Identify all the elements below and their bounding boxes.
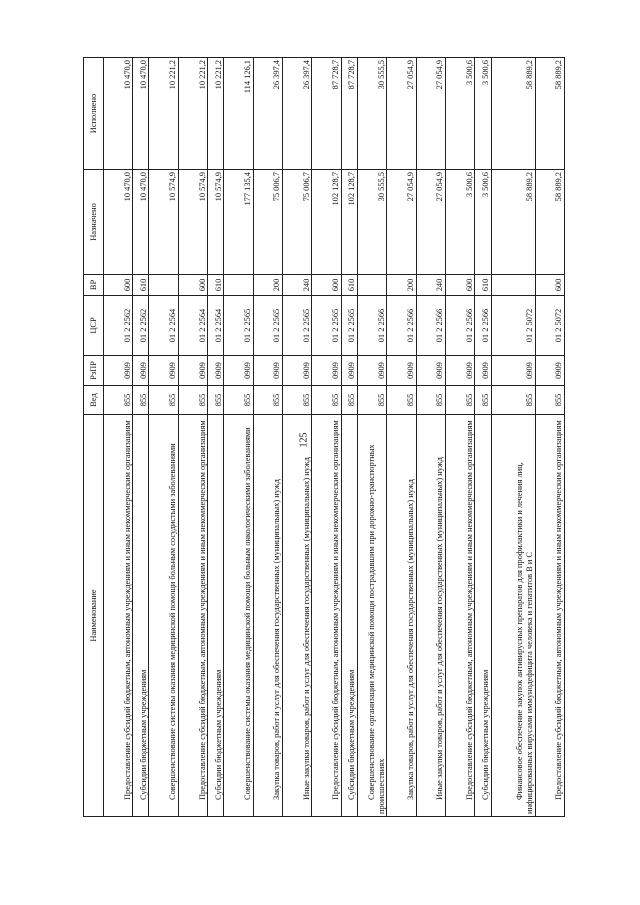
cell-vr: 610 (208, 275, 224, 296)
cell-rzpr: 0909 (208, 356, 224, 386)
cell-ved: 855 (491, 386, 535, 415)
cell-ispolneno: 114 126,1 (224, 58, 253, 170)
table-row (253, 58, 282, 817)
cell-csr: 01 2 2565 (341, 296, 357, 356)
cell-name: Предоставление субсидий бюджетным, автономным учреждениям и иным некоммерческим организациям (104, 415, 133, 817)
cell-rzpr: 0909 (446, 356, 475, 386)
cell-name: Предоставление субсидий бюджетным, автономным учреждениям и иным некоммерческим организациям (178, 415, 207, 817)
table-row (535, 58, 564, 817)
cell-naznacheno: 10 574,9 (178, 170, 207, 275)
table-row (149, 58, 178, 817)
cell-csr: 01 2 2566 (446, 296, 475, 356)
cell-ved: 855 (208, 386, 224, 415)
cell-ved: 855 (357, 386, 387, 415)
table-header-row (84, 58, 104, 817)
cell-rzpr: 0909 (282, 356, 311, 386)
cell-rzpr: 0909 (535, 356, 564, 386)
cell-naznacheno: 27 054,9 (387, 170, 416, 275)
cell-csr: 01 2 5072 (535, 296, 564, 356)
cell-naznacheno: 177 135,4 (224, 170, 253, 275)
cell-name: Субсидии бюджетным учреждениям (341, 415, 357, 817)
table-row (491, 58, 535, 817)
cell-vr (357, 275, 387, 296)
cell-vr: 610 (475, 275, 491, 296)
cell-naznacheno: 27 054,9 (416, 170, 445, 275)
cell-vr: 610 (341, 275, 357, 296)
cell-rzpr: 0909 (149, 356, 178, 386)
table-row (475, 58, 491, 817)
cell-name: Иные закупки товаров, работ и услуг для обеспечения государственных (муниципальных) нужд (416, 415, 445, 817)
cell-ved: 855 (312, 386, 341, 415)
header-ispolneno: Исполнено (84, 58, 104, 170)
cell-vr: 600 (446, 275, 475, 296)
cell-vr: 200 (387, 275, 416, 296)
cell-ispolneno: 10 470,0 (133, 58, 149, 170)
table-row (446, 58, 475, 817)
cell-naznacheno: 58 889,2 (491, 170, 535, 275)
table-row (133, 58, 149, 817)
budget-table-rotated (83, 58, 565, 817)
cell-name: Финансовое обеспечение закупок антивирусных препаратов для профилактики и лечения лиц, инфицированных вирусами иммунодефицита человека и гепатитов B и C (491, 415, 535, 817)
cell-ved: 855 (178, 386, 207, 415)
cell-name: Закупка товаров, работ и услуг для обеспечения государственных (муниципальных) нужд (253, 415, 282, 817)
cell-rzpr: 0909 (178, 356, 207, 386)
cell-ved: 855 (133, 386, 149, 415)
cell-naznacheno: 3 500,6 (446, 170, 475, 275)
cell-csr: 01 2 5072 (491, 296, 535, 356)
cell-name: Предоставление субсидий бюджетным, автономным учреждениям и иным некоммерческим организациям (446, 415, 475, 817)
cell-name: Совершенствование системы оказания медицинской помощи больным онкологическими заболеваниями (224, 415, 253, 817)
cell-name: Предоставление субсидий бюджетным, автономным учреждениям и иным некоммерческим организациям (312, 415, 341, 817)
cell-rzpr: 0909 (312, 356, 341, 386)
cell-csr: 01 2 2565 (312, 296, 341, 356)
table-row (416, 58, 445, 817)
cell-ispolneno: 3 500,6 (475, 58, 491, 170)
cell-vr (491, 275, 535, 296)
cell-csr: 01 2 2565 (224, 296, 253, 356)
cell-ispolneno: 26 397,4 (282, 58, 311, 170)
cell-name: Субсидии бюджетным учреждениям (133, 415, 149, 817)
cell-rzpr: 0909 (387, 356, 416, 386)
cell-vr: 200 (253, 275, 282, 296)
cell-ved: 855 (535, 386, 564, 415)
cell-name: Иные закупки товаров, работ и услуг для обеспечения государственных (муниципальных) нужд (282, 415, 311, 817)
header-name: Наименование (84, 415, 104, 817)
table-row (312, 58, 341, 817)
page-number: 125 (298, 432, 310, 448)
cell-rzpr: 0909 (475, 356, 491, 386)
cell-naznacheno: 3 500,6 (475, 170, 491, 275)
table-row (224, 58, 253, 817)
header-vr: ВР (84, 275, 104, 296)
cell-vr: 600 (535, 275, 564, 296)
cell-csr: 01 2 2566 (387, 296, 416, 356)
cell-csr: 01 2 2562 (104, 296, 133, 356)
cell-csr: 01 2 2564 (208, 296, 224, 356)
cell-csr: 01 2 2566 (416, 296, 445, 356)
cell-csr: 01 2 2565 (253, 296, 282, 356)
cell-ved: 855 (387, 386, 416, 415)
cell-ispolneno: 26 397,4 (253, 58, 282, 170)
cell-naznacheno: 75 006,7 (282, 170, 311, 275)
cell-naznacheno: 10 470,0 (104, 170, 133, 275)
cell-ved: 855 (224, 386, 253, 415)
cell-ispolneno: 30 555,5 (357, 58, 387, 170)
header-csr: ЦСР (84, 296, 104, 356)
cell-naznacheno: 10 574,9 (149, 170, 178, 275)
table-body (104, 58, 565, 817)
cell-ispolneno: 87 728,7 (312, 58, 341, 170)
cell-vr: 240 (282, 275, 311, 296)
cell-ved: 855 (149, 386, 178, 415)
table-row (387, 58, 416, 817)
header-naznacheno: Назначено (84, 170, 104, 275)
cell-csr: 01 2 2566 (475, 296, 491, 356)
cell-csr: 01 2 2562 (133, 296, 149, 356)
cell-ispolneno: 10 470,0 (104, 58, 133, 170)
cell-rzpr: 0909 (104, 356, 133, 386)
cell-vr: 600 (104, 275, 133, 296)
cell-rzpr: 0909 (224, 356, 253, 386)
cell-name: Субсидии бюджетным учреждениям (475, 415, 491, 817)
cell-rzpr: 0909 (341, 356, 357, 386)
cell-ved: 855 (475, 386, 491, 415)
cell-naznacheno: 102 128,7 (341, 170, 357, 275)
cell-csr: 01 2 2564 (178, 296, 207, 356)
cell-vr: 610 (133, 275, 149, 296)
table-row (178, 58, 207, 817)
cell-naznacheno: 10 574,9 (208, 170, 224, 275)
cell-rzpr: 0909 (253, 356, 282, 386)
cell-ispolneno: 10 221,2 (208, 58, 224, 170)
cell-ispolneno: 3 500,6 (446, 58, 475, 170)
cell-ispolneno: 10 221,2 (149, 58, 178, 170)
cell-ved: 855 (341, 386, 357, 415)
cell-name: Совершенствование организации медицинской помощи пострадавшим при дорожно-транспортных происшествиях (357, 415, 387, 817)
cell-ispolneno: 87 728,7 (341, 58, 357, 170)
cell-ispolneno: 27 054,9 (416, 58, 445, 170)
cell-vr: 600 (178, 275, 207, 296)
cell-csr: 01 2 2565 (282, 296, 311, 356)
table-row (341, 58, 357, 817)
budget-table (83, 57, 565, 817)
cell-naznacheno: 58 889,2 (535, 170, 564, 275)
table-row (104, 58, 133, 817)
cell-name: Субсидии бюджетным учреждениям (208, 415, 224, 817)
cell-vr (149, 275, 178, 296)
table-row (208, 58, 224, 817)
cell-naznacheno: 30 555,5 (357, 170, 387, 275)
cell-vr: 600 (312, 275, 341, 296)
cell-rzpr: 0909 (133, 356, 149, 386)
cell-name: Закупка товаров, работ и услуг для обеспечения государственных (муниципальных) нужд (387, 415, 416, 817)
cell-vr: 240 (416, 275, 445, 296)
cell-ispolneno: 27 054,9 (387, 58, 416, 170)
cell-rzpr: 0909 (491, 356, 535, 386)
table-row (282, 58, 311, 817)
cell-ved: 855 (104, 386, 133, 415)
cell-ispolneno: 58 889,2 (491, 58, 535, 170)
cell-name: Предоставление субсидий бюджетным, автономным учреждениям и иным некоммерческим организациям (535, 415, 564, 817)
header-rzpr: РзПР (84, 356, 104, 386)
cell-name: Совершенствование системы оказания медицинской помощи больным сосудистыми заболеваниями (149, 415, 178, 817)
cell-ved: 855 (282, 386, 311, 415)
cell-naznacheno: 75 006,7 (253, 170, 282, 275)
cell-ved: 855 (253, 386, 282, 415)
cell-csr: 01 2 2566 (357, 296, 387, 356)
table-row (357, 58, 387, 817)
cell-ispolneno: 58 889,2 (535, 58, 564, 170)
cell-ispolneno: 10 221,2 (178, 58, 207, 170)
header-ved: Вед (84, 386, 104, 415)
cell-naznacheno: 10 470,0 (133, 170, 149, 275)
cell-ved: 855 (416, 386, 445, 415)
cell-ved: 855 (446, 386, 475, 415)
cell-rzpr: 0909 (357, 356, 387, 386)
cell-naznacheno: 102 128,7 (312, 170, 341, 275)
cell-rzpr: 0909 (416, 356, 445, 386)
cell-csr: 01 2 2564 (149, 296, 178, 356)
cell-vr (224, 275, 253, 296)
